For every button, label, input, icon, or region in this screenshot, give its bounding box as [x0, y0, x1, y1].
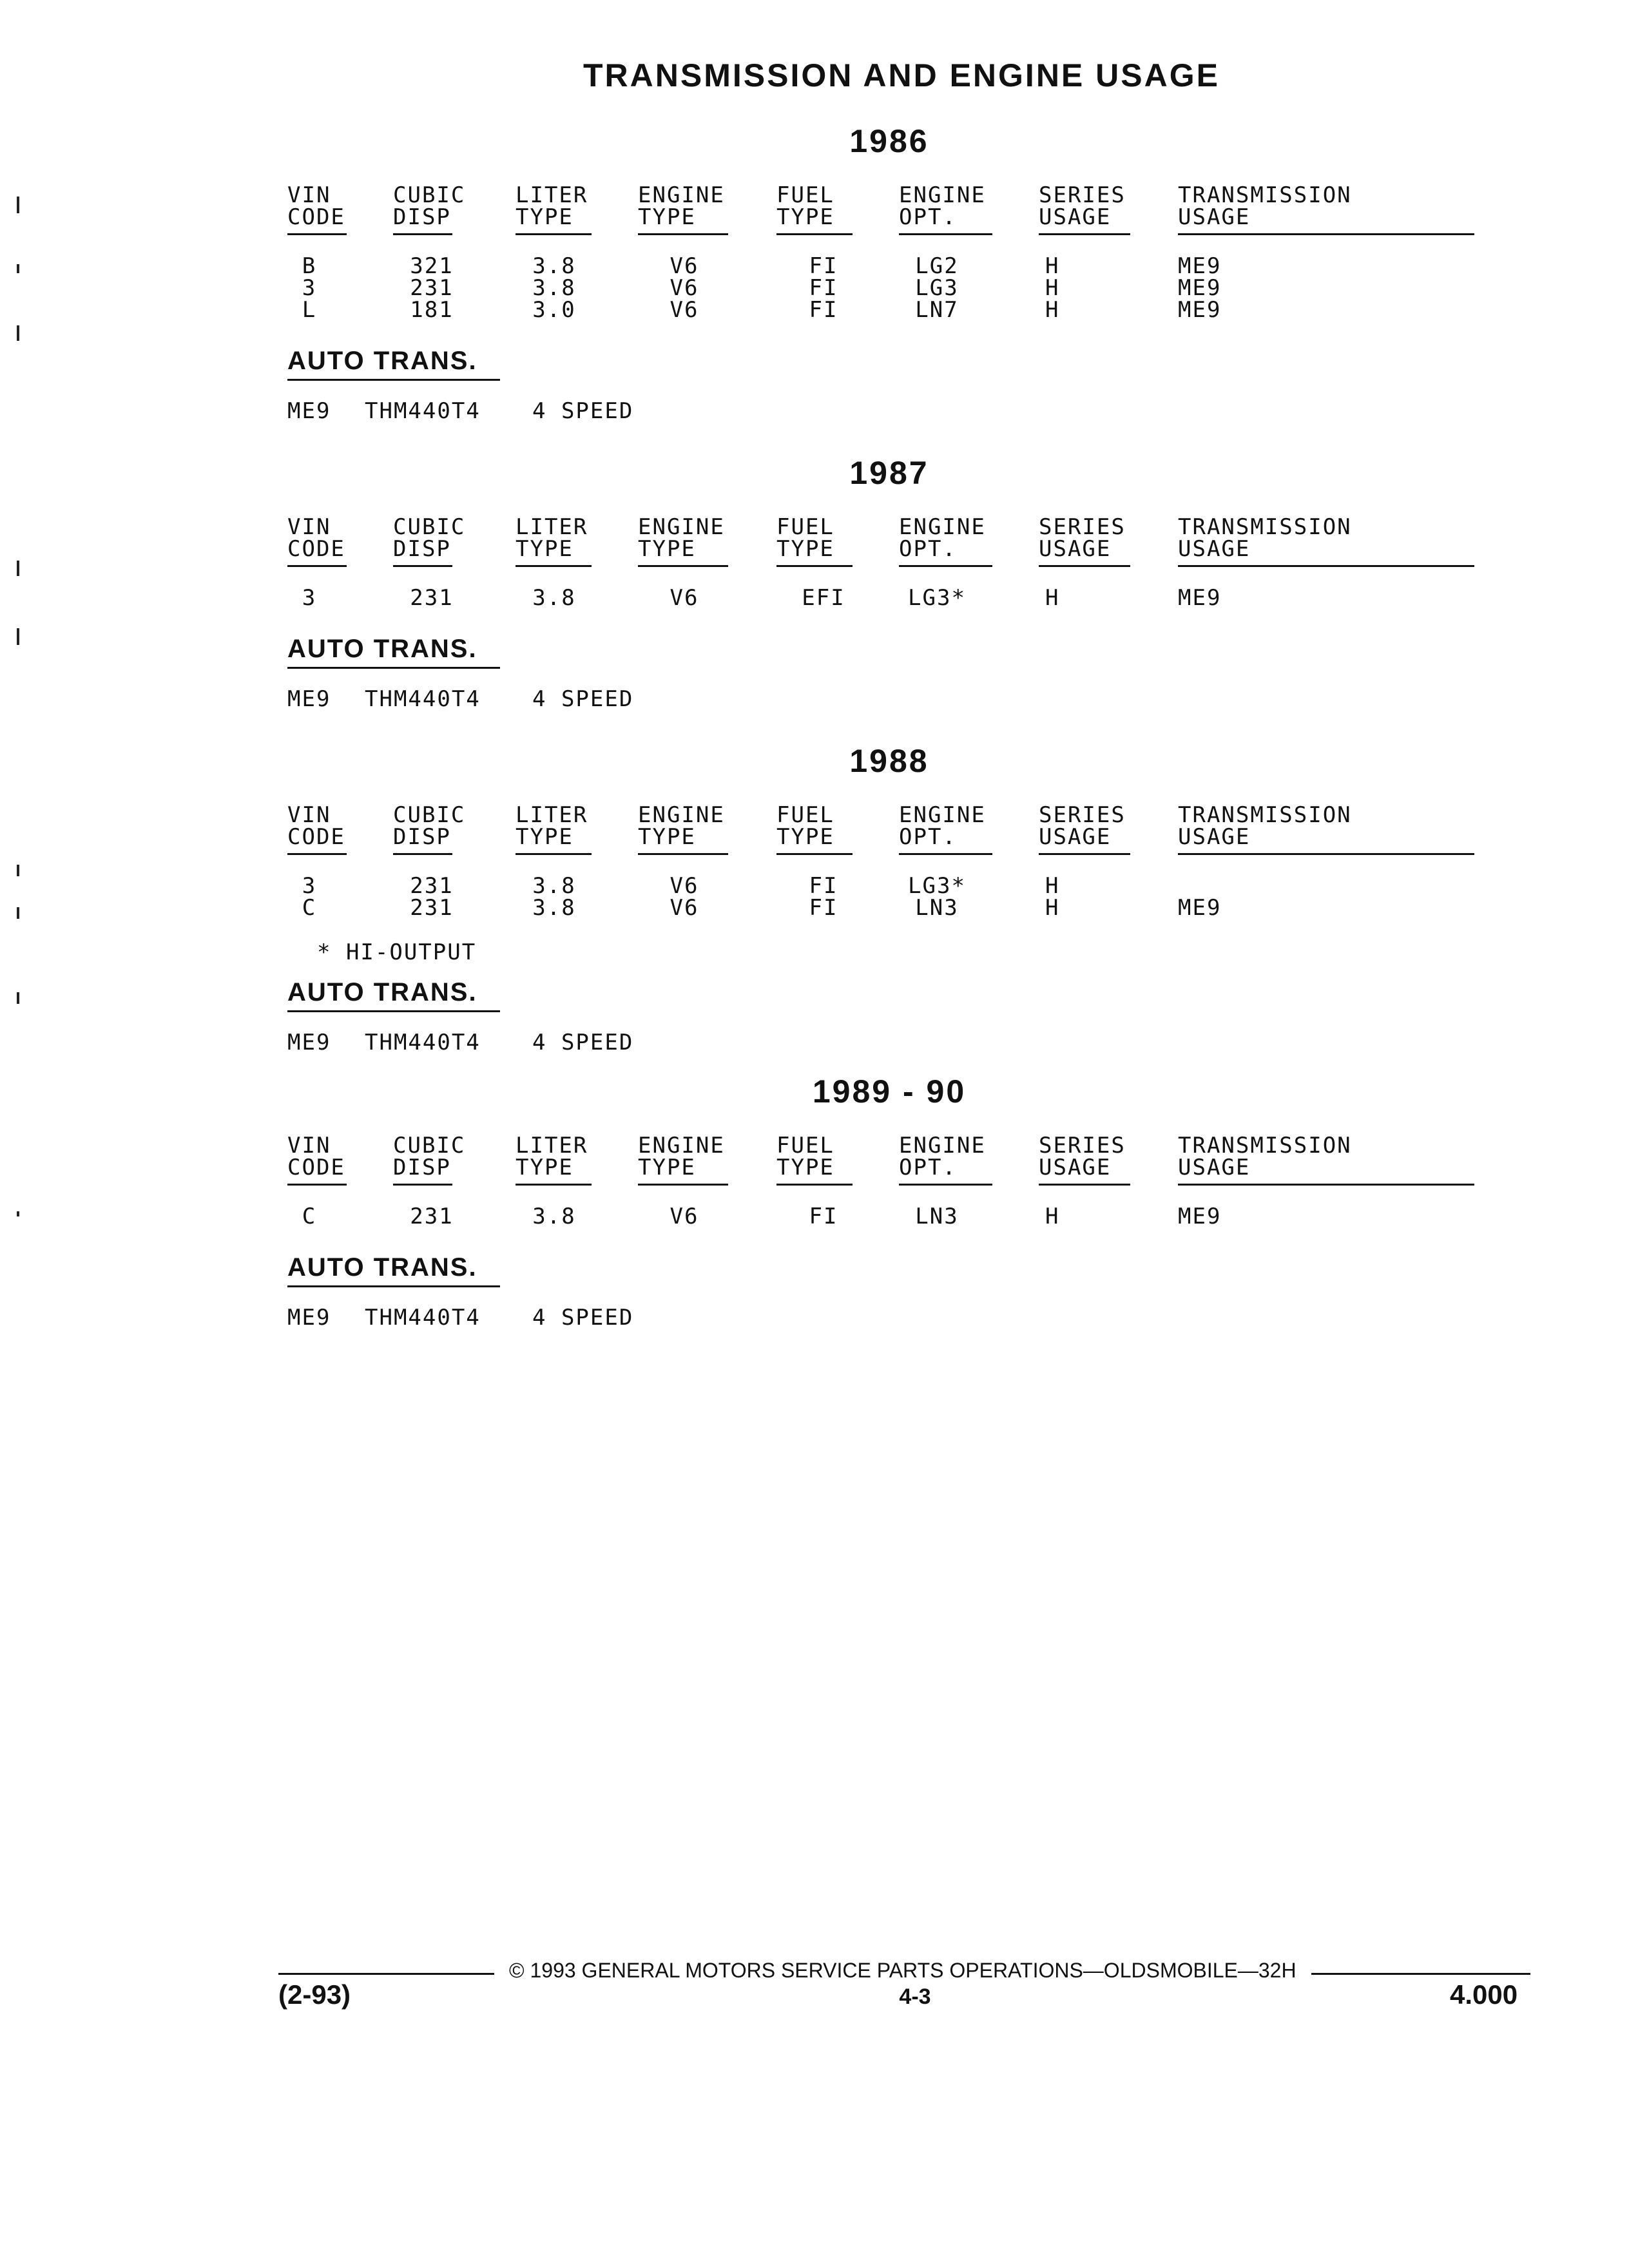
column-underline	[1039, 853, 1130, 855]
table-cell: L	[302, 297, 317, 323]
table-cell: 231	[410, 1204, 454, 1229]
column-underline	[776, 233, 853, 235]
table-cell: FI	[809, 275, 838, 301]
table-cell: 231	[410, 275, 454, 301]
margin-mark	[17, 264, 19, 273]
column-header-line: OPT.	[899, 1155, 957, 1180]
table-cell: 3.8	[532, 895, 576, 921]
auto-trans-model: THM440T4	[365, 686, 481, 712]
column-header-line: LITER	[516, 802, 588, 828]
column-header	[287, 184, 345, 228]
auto-trans-code: ME9	[287, 1305, 331, 1331]
column-header-line: TYPE	[638, 824, 696, 850]
margin-mark	[17, 865, 19, 876]
table-cell: 3.8	[532, 253, 576, 279]
column-header-line: USAGE	[1178, 1155, 1251, 1180]
auto-trans-model: THM440T4	[365, 398, 481, 424]
table-cell: V6	[670, 585, 699, 611]
table-cell: 3.8	[532, 275, 576, 301]
column-header-line: FUEL	[776, 182, 834, 208]
column-header-line: USAGE	[1039, 824, 1112, 850]
table-cell: 3	[302, 873, 317, 899]
column-header-line: ENGINE	[899, 514, 986, 540]
table-cell: FI	[809, 297, 838, 323]
column-header-line: DISP	[393, 824, 451, 850]
column-header	[393, 804, 465, 848]
year-section	[0, 122, 1629, 457]
column-underline	[899, 1184, 992, 1186]
column-header	[516, 1135, 588, 1178]
table-cell: ME9	[1178, 1204, 1222, 1229]
column-header	[516, 516, 588, 560]
column-header	[638, 804, 725, 848]
column-header-line: SERIES	[1039, 1133, 1126, 1158]
column-header-line: DISP	[393, 536, 451, 562]
column-underline	[1178, 565, 1474, 567]
column-header	[638, 516, 725, 560]
table-cell: LN3	[915, 1204, 959, 1229]
column-underline	[393, 853, 452, 855]
column-underline	[516, 233, 592, 235]
footer-page-number: 4-3	[899, 1984, 931, 2009]
column-underline	[287, 853, 347, 855]
column-header-line: DISP	[393, 1155, 451, 1180]
table-cell: H	[1045, 253, 1060, 279]
table-cell: V6	[670, 1204, 699, 1229]
table-cell: 3.8	[532, 585, 576, 611]
auto-trans-speed: 4 SPEED	[532, 398, 634, 424]
column-header-line: TYPE	[516, 824, 574, 850]
margin-mark	[17, 628, 19, 645]
column-header	[287, 516, 345, 560]
margin-mark	[17, 561, 19, 576]
column-underline	[393, 233, 452, 235]
auto-trans-speed: 4 SPEED	[532, 1030, 634, 1055]
column-header-line: CUBIC	[393, 802, 466, 828]
table-cell: V6	[670, 253, 699, 279]
column-header-line: VIN	[287, 182, 331, 208]
table-cell: LG2	[915, 253, 959, 279]
column-header-line: TYPE	[776, 1155, 834, 1180]
column-header-line: LITER	[516, 514, 588, 540]
auto-trans-underline	[287, 667, 500, 669]
column-header-line: VIN	[287, 1133, 331, 1158]
column-header	[1178, 1135, 1352, 1178]
column-header-line: CODE	[287, 536, 345, 562]
column-underline	[899, 233, 992, 235]
table-cell: H	[1045, 585, 1060, 611]
column-header	[776, 184, 834, 228]
table-cell: FI	[809, 873, 838, 899]
column-underline	[1178, 853, 1474, 855]
column-underline	[638, 853, 728, 855]
year-section	[0, 742, 1629, 1077]
column-underline	[516, 853, 592, 855]
table-cell: H	[1045, 1204, 1060, 1229]
column-underline	[287, 1184, 347, 1186]
column-underline	[1178, 1184, 1474, 1186]
table-cell: V6	[670, 895, 699, 921]
table-cell: 231	[410, 873, 454, 899]
column-header-line: FUEL	[776, 1133, 834, 1158]
column-header	[899, 516, 986, 560]
column-header-line: TYPE	[776, 204, 834, 230]
column-header	[1039, 516, 1126, 560]
auto-trans-heading: AUTO TRANS.	[287, 1253, 477, 1282]
footer-rule-left	[278, 1973, 494, 1975]
column-underline	[776, 1184, 853, 1186]
auto-trans-heading: AUTO TRANS.	[287, 347, 477, 375]
auto-trans-speed: 4 SPEED	[532, 686, 634, 712]
column-header-line: LITER	[516, 182, 588, 208]
column-header-line: CUBIC	[393, 514, 466, 540]
column-header-line: LITER	[516, 1133, 588, 1158]
margin-mark	[17, 325, 19, 341]
table-cell: V6	[670, 275, 699, 301]
column-header-line: CODE	[287, 204, 345, 230]
column-header	[899, 1135, 986, 1178]
auto-trans-underline	[287, 379, 500, 381]
page-title: TRANSMISSION AND ENGINE USAGE	[583, 57, 1220, 93]
table-cell: ME9	[1178, 297, 1222, 323]
column-header	[393, 184, 465, 228]
column-header-line: TRANSMISSION	[1178, 1133, 1352, 1158]
column-header-line: ENGINE	[638, 182, 725, 208]
auto-trans-heading: AUTO TRANS.	[287, 635, 477, 663]
table-cell: 231	[410, 585, 454, 611]
column-underline	[899, 565, 992, 567]
column-header-line: DISP	[393, 204, 451, 230]
footer-date-code: (2-93)	[278, 1979, 351, 2010]
column-header-line: TYPE	[776, 536, 834, 562]
column-underline	[1178, 233, 1474, 235]
column-header	[638, 1135, 725, 1178]
column-underline	[516, 565, 592, 567]
column-header	[638, 184, 725, 228]
table-cell: ME9	[1178, 895, 1222, 921]
table-cell: H	[1045, 275, 1060, 301]
column-header-line: OPT.	[899, 204, 957, 230]
column-underline	[287, 565, 347, 567]
margin-mark	[17, 1211, 19, 1216]
margin-mark	[17, 992, 19, 1004]
column-header-line: FUEL	[776, 514, 834, 540]
column-header	[899, 184, 986, 228]
column-header-line: USAGE	[1039, 204, 1112, 230]
column-underline	[899, 853, 992, 855]
column-header	[1178, 184, 1352, 228]
column-header	[1039, 184, 1126, 228]
year-heading: 1988	[849, 743, 929, 779]
table-cell: 3.0	[532, 297, 576, 323]
table-cell: LG3	[915, 275, 959, 301]
column-header-line: USAGE	[1039, 1155, 1112, 1180]
column-header-line: TYPE	[516, 1155, 574, 1180]
column-header	[393, 516, 465, 560]
column-header-line: TRANSMISSION	[1178, 802, 1352, 828]
footer-copyright: © 1993 GENERAL MOTORS SERVICE PARTS OPERATIONS—OLDSMOBILE—32H	[509, 1959, 1296, 1982]
footer-section-number: 4.000	[1450, 1979, 1518, 2010]
auto-trans-code: ME9	[287, 1030, 331, 1055]
column-header-line: ENGINE	[899, 1133, 986, 1158]
table-cell: ME9	[1178, 253, 1222, 279]
column-header-line: CUBIC	[393, 1133, 466, 1158]
table-cell: H	[1045, 895, 1060, 921]
column-header	[287, 1135, 345, 1178]
year-section	[0, 1073, 1629, 1408]
column-header-line: ENGINE	[638, 802, 725, 828]
column-underline	[516, 1184, 592, 1186]
column-header-line: ENGINE	[638, 1133, 725, 1158]
table-cell: FI	[809, 895, 838, 921]
table-cell: LG3*	[908, 873, 966, 899]
table-cell: V6	[670, 297, 699, 323]
column-header-line: TYPE	[776, 824, 834, 850]
column-header-line: VIN	[287, 514, 331, 540]
column-header-line: OPT.	[899, 824, 957, 850]
auto-trans-model: THM440T4	[365, 1305, 481, 1331]
column-underline	[776, 853, 853, 855]
table-cell: LG3*	[908, 585, 966, 611]
year-section	[0, 454, 1629, 789]
column-header-line: CODE	[287, 1155, 345, 1180]
table-cell: LN3	[915, 895, 959, 921]
auto-trans-speed: 4 SPEED	[532, 1305, 634, 1331]
column-header-line: SERIES	[1039, 802, 1126, 828]
column-header	[1178, 804, 1352, 848]
table-cell: EFI	[802, 585, 845, 611]
table-cell: C	[302, 895, 317, 921]
year-heading: 1987	[849, 455, 929, 491]
margin-mark	[17, 197, 19, 213]
column-underline	[638, 1184, 728, 1186]
column-header-line: ENGINE	[638, 514, 725, 540]
column-header	[1039, 1135, 1126, 1178]
column-header-line: TYPE	[638, 1155, 696, 1180]
auto-trans-code: ME9	[287, 686, 331, 712]
column-header-line: TYPE	[638, 204, 696, 230]
table-cell: H	[1045, 297, 1060, 323]
auto-trans-code: ME9	[287, 398, 331, 424]
column-header	[516, 804, 588, 848]
column-header	[1039, 804, 1126, 848]
table-cell: 321	[410, 253, 454, 279]
auto-trans-heading: AUTO TRANS.	[287, 978, 477, 1006]
footnote: * HI-OUTPUT	[317, 939, 477, 965]
table-cell: FI	[809, 253, 838, 279]
column-underline	[776, 565, 853, 567]
margin-mark	[17, 907, 19, 919]
column-underline	[393, 565, 452, 567]
table-cell: B	[302, 253, 317, 279]
column-header-line: SERIES	[1039, 514, 1126, 540]
column-underline	[1039, 565, 1130, 567]
column-underline	[287, 233, 347, 235]
column-underline	[1039, 1184, 1130, 1186]
auto-trans-underline	[287, 1010, 500, 1012]
column-header-line: SERIES	[1039, 182, 1126, 208]
column-header-line: OPT.	[899, 536, 957, 562]
auto-trans-model: THM440T4	[365, 1030, 481, 1055]
column-underline	[638, 233, 728, 235]
year-heading: 1986	[849, 123, 929, 159]
column-header-line: TYPE	[516, 204, 574, 230]
column-header-line: CUBIC	[393, 182, 466, 208]
column-header	[776, 804, 834, 848]
column-underline	[638, 565, 728, 567]
column-header-line: ENGINE	[899, 802, 986, 828]
column-header	[776, 1135, 834, 1178]
column-header	[393, 1135, 465, 1178]
column-underline	[1039, 233, 1130, 235]
column-underline	[393, 1184, 452, 1186]
auto-trans-underline	[287, 1285, 500, 1287]
table-cell: H	[1045, 873, 1060, 899]
table-cell: V6	[670, 873, 699, 899]
table-cell: ME9	[1178, 275, 1222, 301]
column-header	[287, 804, 345, 848]
table-cell: 3	[302, 585, 317, 611]
column-header-line: TRANSMISSION	[1178, 514, 1352, 540]
table-cell: FI	[809, 1204, 838, 1229]
column-header-line: CODE	[287, 824, 345, 850]
column-header-line: TYPE	[638, 536, 696, 562]
column-header	[516, 184, 588, 228]
column-header-line: USAGE	[1178, 824, 1251, 850]
column-header-line: FUEL	[776, 802, 834, 828]
table-cell: C	[302, 1204, 317, 1229]
column-header-line: TYPE	[516, 536, 574, 562]
column-header-line: ENGINE	[899, 182, 986, 208]
table-cell: 181	[410, 297, 454, 323]
column-header-line: USAGE	[1039, 536, 1112, 562]
table-cell: LN7	[915, 297, 959, 323]
footer-rule-right	[1311, 1973, 1530, 1975]
column-header-line: TRANSMISSION	[1178, 182, 1352, 208]
column-header-line: VIN	[287, 802, 331, 828]
table-cell: ME9	[1178, 585, 1222, 611]
column-header-line: USAGE	[1178, 204, 1251, 230]
column-header	[1178, 516, 1352, 560]
table-cell: 3	[302, 275, 317, 301]
table-cell: 3.8	[532, 1204, 576, 1229]
column-header	[776, 516, 834, 560]
table-cell: 231	[410, 895, 454, 921]
table-cell: 3.8	[532, 873, 576, 899]
column-header-line: USAGE	[1178, 536, 1251, 562]
year-heading: 1989 - 90	[812, 1073, 967, 1110]
column-header	[899, 804, 986, 848]
